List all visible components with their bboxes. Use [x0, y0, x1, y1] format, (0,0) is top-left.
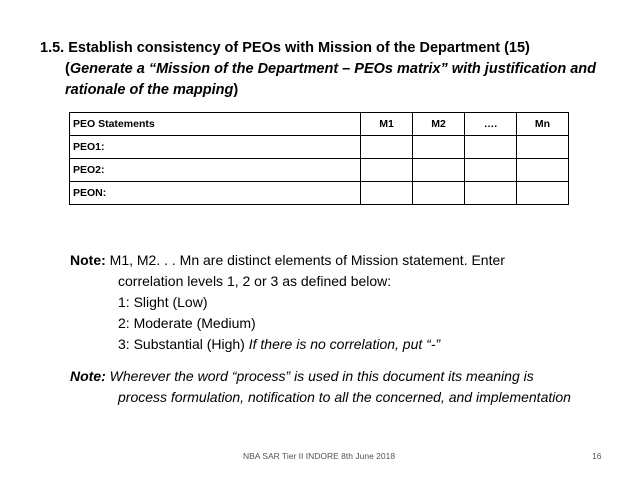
note-line-1: M1, M2. . . Mn are distinct elements of Mission statement. Enter [105, 252, 505, 268]
note-line-2: correlation levels 1, 2 or 3 as defined below: [118, 273, 392, 289]
heading-subtitle-italic: Generate a “Mission of the Department – PEOs matrix” with justification and rationale of the mapping [65, 61, 596, 98]
header-m1: M1 [361, 113, 413, 136]
peo-mission-matrix [69, 112, 569, 205]
table-cell [413, 159, 465, 182]
header-ellipsis: …. [465, 113, 517, 136]
note2-line-2: process formulation, notification to all the concerned, and implementation [118, 389, 571, 405]
table-cell [361, 182, 413, 205]
note2-line-1: Wherever the word “process” is used in this document its meaning is [105, 368, 534, 384]
note-line-3: 1: Slight (Low) [118, 294, 208, 310]
table-cell [517, 136, 569, 159]
table-cell [465, 159, 517, 182]
table-row [70, 159, 569, 182]
table-header-row [70, 113, 569, 136]
table-cell [465, 182, 517, 205]
note-line-4: 2: Moderate (Medium) [118, 315, 256, 331]
table-cell [361, 159, 413, 182]
table-cell [413, 182, 465, 205]
note-line-5: 3: Substantial (High) If there is no correlation, put “-” [118, 336, 441, 352]
table-cell [361, 136, 413, 159]
table-cell [465, 136, 517, 159]
note-process-definition [70, 366, 630, 408]
note-correlation-levels [70, 250, 610, 355]
row-label-peon: PEON: [70, 182, 361, 205]
header-m2: M2 [413, 113, 465, 136]
table-cell [413, 136, 465, 159]
header-peo-statements: PEO Statements [70, 113, 361, 136]
table-cell [517, 159, 569, 182]
footer-text: NBA SAR Tier II INDORE 8th June 2018 [242, 451, 396, 461]
row-label-peo2: PEO2: [70, 159, 361, 182]
section-heading [40, 38, 620, 101]
table-row [70, 136, 569, 159]
heading-subtitle: (Generate a “Mission of the Department – PEOs matrix” with justification and rationale of the mapping) [65, 61, 596, 98]
note-label: Note: [70, 252, 106, 268]
note-line-5-italic: If there is no correlation, put “-” [248, 336, 441, 352]
table-cell [517, 182, 569, 205]
row-label-peo1: PEO1: [70, 136, 361, 159]
heading-title: 1.5. Establish consistency of PEOs with Mission of the Department (15) [40, 40, 530, 56]
header-mn: Mn [517, 113, 569, 136]
note-label: Note: [70, 368, 106, 384]
table-row [70, 182, 569, 205]
page-number: 16 [592, 451, 602, 461]
